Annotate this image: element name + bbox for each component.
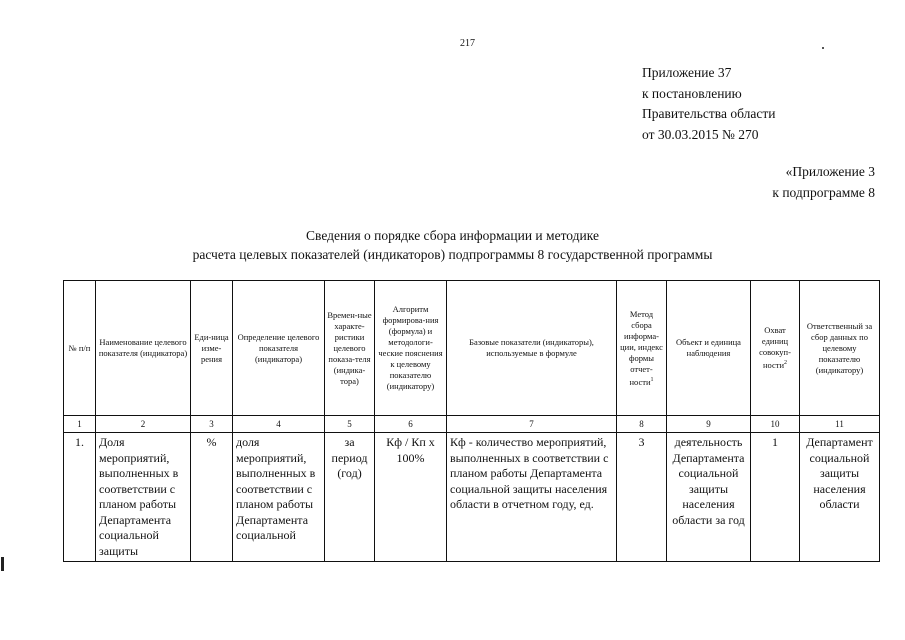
annex-line-3: Правительства области [642,106,776,121]
header-cell: Базовые показатели (индикаторы), используемые в формуле [447,281,617,416]
coverage: 1 [751,433,800,562]
header-cell: Определение целевого показателя (индикатора) [233,281,325,416]
header-cell: Времен-ные характе-ристики целевого показа-теля (индика-тора) [325,281,375,416]
table-row [64,433,880,562]
base-indicators: Кф - количество мероприятий, выполненных в соответствии с планом работы Департамента социальной защиты населения области в отчетном году, ед. [447,433,617,562]
column-number: 11 [800,416,880,433]
annex-line-1: Приложение 37 [642,65,732,80]
observation-object: деятельность Департамента социальной защиты населения области за год [667,433,751,562]
column-number: 8 [617,416,667,433]
column-number: 9 [667,416,751,433]
header-cell-text: Метод сбора информа-ции, индекс формы отчет-ности [620,308,663,387]
formula: Кф / Кп х 100% [375,433,447,562]
footnote-marker: 1 [650,376,654,383]
header-cell: Еди-ница изме-рения [191,281,233,416]
indicator-definition: доля мероприятий, выполненных в соответствии с планом работы Департамента социальной [233,433,325,562]
column-number: 1 [64,416,96,433]
column-number-row [64,416,880,433]
header-cell: Алгоритм формирова-ния (формула) и методологи-ческие пояснения к целевому показателю (индикатору) [375,281,447,416]
time-characteristics: за период (год) [325,433,375,562]
header-cell: Наименование целевого показателя (индикатора) [96,281,191,416]
title-line-1: Сведения о порядке сбора информации и методике [306,228,599,243]
annex-line-2: к постановлению [642,85,742,101]
unit: % [191,433,233,562]
header-cell: № п/п [64,281,96,416]
title-line-2: расчета целевых показателей (индикаторов) подпрограммы 8 государственной программы [192,247,713,262]
header-cell-text: Охват единиц совокуп-ности [759,325,791,370]
annex-sub-block [772,162,875,203]
column-number: 6 [375,416,447,433]
annex-line-4: от 30.03.2015 № 270 [642,126,759,142]
page-number: 217 [460,38,475,49]
column-number: 10 [751,416,800,433]
scan-speck [822,47,824,49]
column-number: 7 [447,416,617,433]
column-number: 5 [325,416,375,433]
row-number: 1. [64,433,96,562]
footnote-marker: 2 [784,360,788,367]
header-cell [751,281,800,416]
header-cell: Ответственный за сбор данных по целевому показателю (индикатору) [800,281,880,416]
collection-method: 3 [617,433,667,562]
column-number: 2 [96,416,191,433]
scan-edge-mark [1,557,4,571]
annex-sub-line-2: к подпрограмме 8 [772,184,875,200]
indicators-table [63,280,880,562]
responsible: Департамент социальной защиты населения области [800,433,880,562]
column-number: 4 [233,416,325,433]
header-cell [617,281,667,416]
column-number: 3 [191,416,233,433]
annex-block [642,63,775,145]
indicator-name: Доля мероприятий, выполненных в соответствии с планом работы Департамента социальной защиты [96,433,191,562]
header-cell: Объект и единица наблюдения [667,281,751,416]
document-title [0,226,905,264]
header-row [64,281,880,416]
annex-sub-line-1: «Приложение 3 [785,164,875,179]
